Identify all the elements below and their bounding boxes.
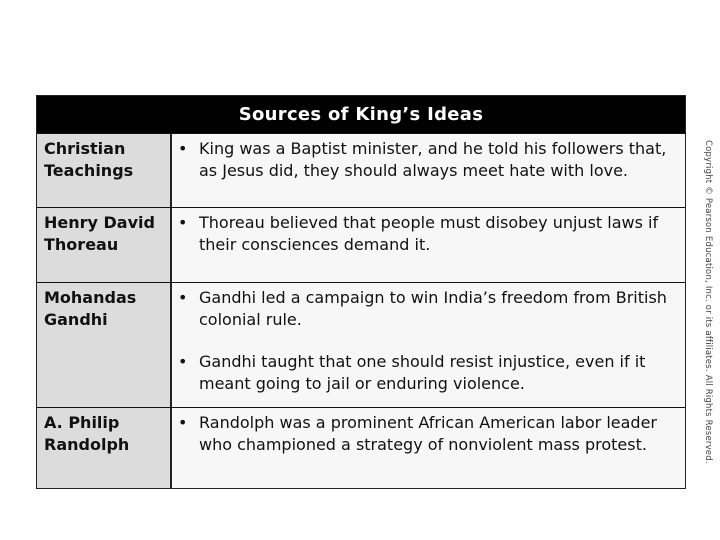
table-row [37,133,685,207]
row-body [172,408,685,488]
bullet-item [178,138,677,182]
bullet-item [178,287,677,331]
bullet-dot: • [178,288,188,307]
bullet-dot: • [178,413,188,432]
bullet-text: Thoreau believed that people must disobey unjust laws if their consciences demand it. [199,213,659,254]
row-heading: Henry David Thoreau [37,208,172,282]
sources-table [36,95,686,489]
bullet-item [178,212,677,256]
copyright-text: Copyright © Pearson Education, Inc. or its affiliates. All Rights Reserved. [703,140,713,464]
table-row [37,207,685,282]
table-title: Sources of King’s Ideas [37,96,685,133]
bullet-dot: • [178,139,188,158]
bullet-text: Gandhi taught that one should resist injustice, even if it meant going to jail or enduring violence. [199,352,646,393]
bullet-text: Randolph was a prominent African American labor leader who championed a strategy of nonviolent mass protest. [199,413,657,454]
row-body [172,283,685,407]
bullet-text: Gandhi led a campaign to win India’s freedom from British colonial rule. [199,288,667,329]
bullet-dot: • [178,213,188,232]
row-body [172,134,685,207]
table-row [37,282,685,407]
row-heading: Mohandas Gandhi [37,283,172,407]
copyright-notice [699,140,717,464]
bullet-text: King was a Baptist minister, and he told his followers that, as Jesus did, they should always meet hate with love. [199,139,667,180]
row-heading: Christian Teachings [37,134,172,207]
bullet-item [178,412,677,456]
bullet-dot: • [178,352,188,371]
bullet-item [178,351,677,395]
row-body [172,208,685,282]
table-row [37,407,685,488]
row-heading: A. Philip Randolph [37,408,172,488]
